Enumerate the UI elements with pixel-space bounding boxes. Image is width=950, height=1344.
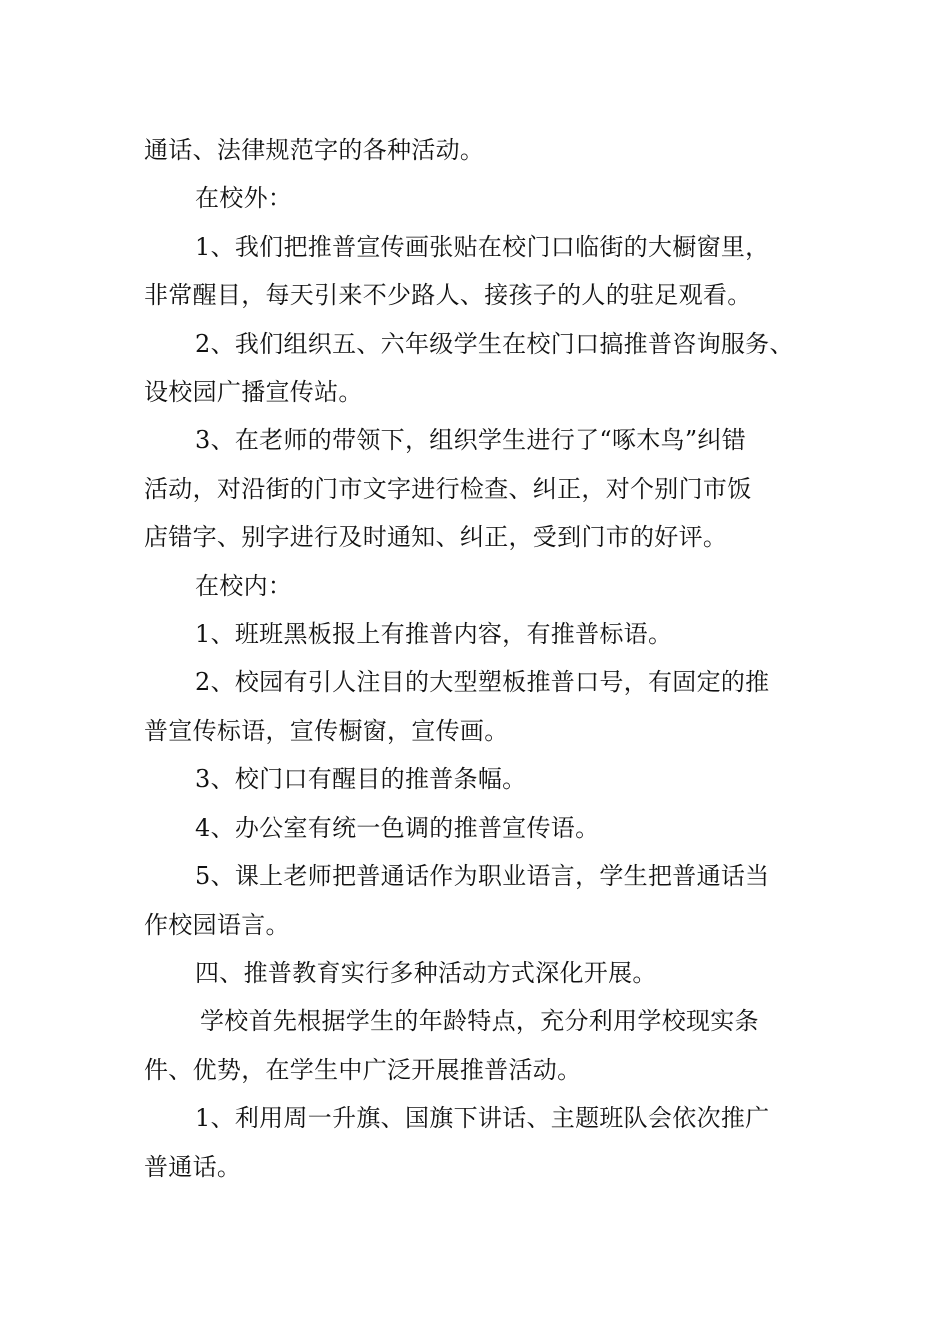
text-line: 5、课上老师把普通话作为职业语言，学生把普通话当 (195, 862, 770, 891)
text-line: 3、在老师的带领下，组织学生进行了“啄木鸟”纠错 (195, 426, 747, 455)
text-line: 3、校门口有醒目的推普条幅。 (195, 765, 527, 794)
text-line: 1、班班黑板报上有推普内容，有推普标语。 (195, 620, 673, 649)
text-line: 2、我们组织五、六年级学生在校门口搞推普咨询服务、 (195, 329, 794, 358)
text-line: 1、我们把推普宣传画张贴在校门口临街的大橱窗里， (195, 232, 770, 261)
text-line: 店错字、别字进行及时通知、纠正，受到门市的好评。 (144, 523, 728, 552)
text-line: 件、优势，在学生中广泛开展推普活动。 (144, 1055, 582, 1084)
section-heading-four: 四、推普教育实行多种活动方式深化开展。 (195, 958, 657, 987)
text-line: 活动，对沿街的门市文字进行检查、纠正，对个别门市饭 (144, 474, 752, 503)
section-heading-inside: 在校内： (195, 571, 293, 600)
text-line: 普宣传标语，宣传橱窗，宣传画。 (144, 716, 509, 745)
text-line: 2、校园有引人注目的大型塑板推普口号，有固定的推 (195, 668, 770, 697)
document-body (144, 126, 814, 1191)
text-line: 1、利用周一升旗、国旗下讲话、主题班队会依次推广 (195, 1104, 770, 1133)
text-line: 设校园广播宣传站。 (144, 378, 363, 407)
section-heading-outside: 在校外： (195, 184, 293, 213)
text-line: 通话、法律规范字的各种活动。 (144, 136, 485, 164)
text-line: 非常醒目，每天引来不少路人、接孩子的人的驻足观看。 (144, 281, 752, 310)
text-line: 作校园语言。 (144, 910, 290, 939)
text-line: 4、办公室有统一色调的推普宣传语。 (195, 813, 600, 842)
text-line: 学校首先根据学生的年龄特点，充分利用学校现实条 (200, 1007, 759, 1036)
text-line: 普通话。 (144, 1152, 242, 1181)
